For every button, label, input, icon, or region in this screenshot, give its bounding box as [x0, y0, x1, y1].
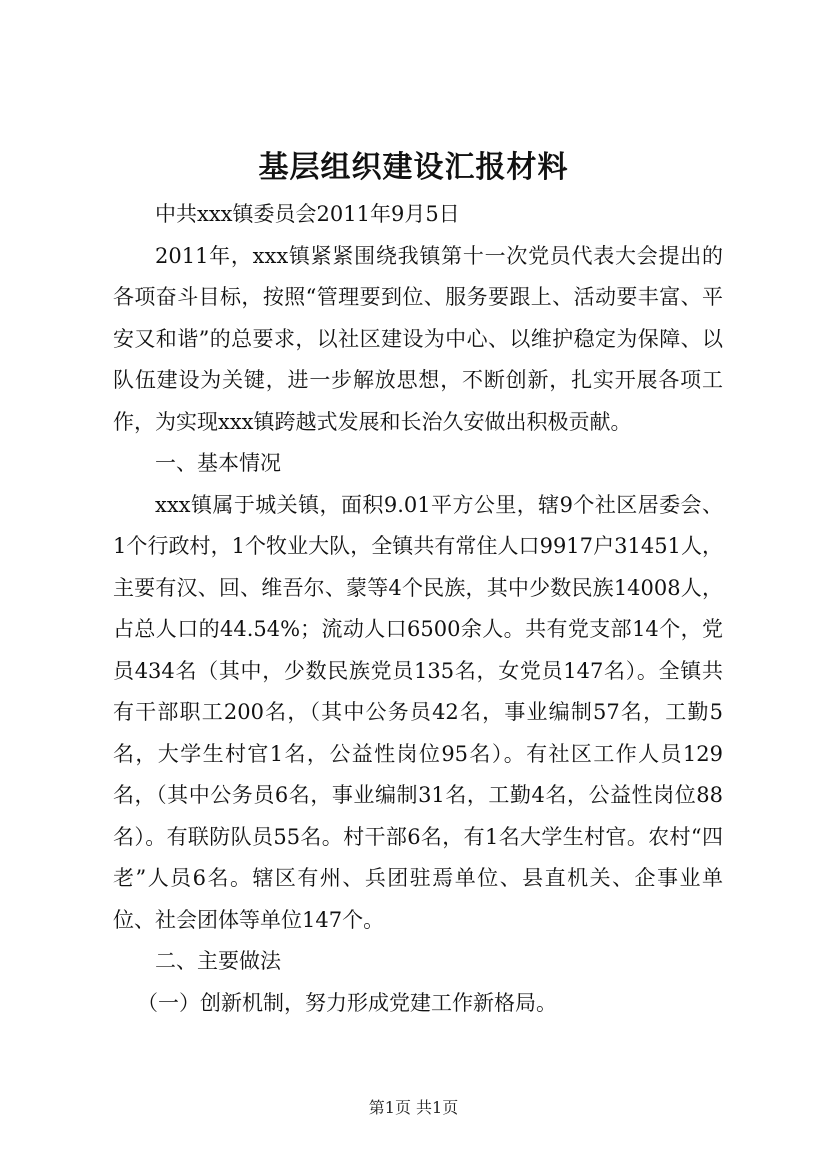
page-footer: 第1页 共1页 [368, 1098, 459, 1117]
section-heading-main-practices: 二、主要做法 [155, 949, 281, 973]
section-heading-basic-situation: 一、基本情况 [155, 451, 281, 475]
intro-paragraph: 2011年，xxx镇紧紧围绕我镇第十一次党员代表大会提出的各项奋斗目标，按照“管理要到位、服务要跟上、活动要丰富、平安又和谐”的总要求，以社区建设为中心、以维护稳定为保障、以队伍建设为关键，进一步解放思想，不断创新，扎实开展各项工作，为实现xxx镇跨越式发展和长治久安做出积极贡献。 [113, 243, 723, 434]
document-body [113, 194, 723, 1024]
date-line: 中共xxx镇委员会2011年9月5日 [155, 202, 460, 226]
document-title: 基层组织建设汇报材料 [258, 150, 569, 185]
subsection-heading-innovation: （一）创新机制，努力形成党建工作新格局。 [137, 990, 557, 1015]
basic-situation-paragraph: xxx镇属于城关镇，面积9.01平方公里，辖9个社区居委会、1个行政村，1个牧业大队，全镇共有常住人口9917户31451人，主要有汉、回、维吾尔、蒙等4个民族，其中少数民族14008人，占总人口的44.54%；流动人口6500余人。共有党支部14个，党员434名（其中，少数民族党员135名，女党员147名）。全镇共有干部职工200名，（其中公务员42名，事业编制57名，工勤5名，大学生村官1名，公益性岗位95名）。有社区工作人员129名，（其中公务员6名，事业编制31名，工勤4名，公益性岗位88名）。有联防队员55名。村干部6名，有1名大学生村官。农村“四老”人员6名。辖区有州、兵团驻焉单位、县直机关、企事业单位、社会团体等单位147个。 [113, 492, 723, 932]
